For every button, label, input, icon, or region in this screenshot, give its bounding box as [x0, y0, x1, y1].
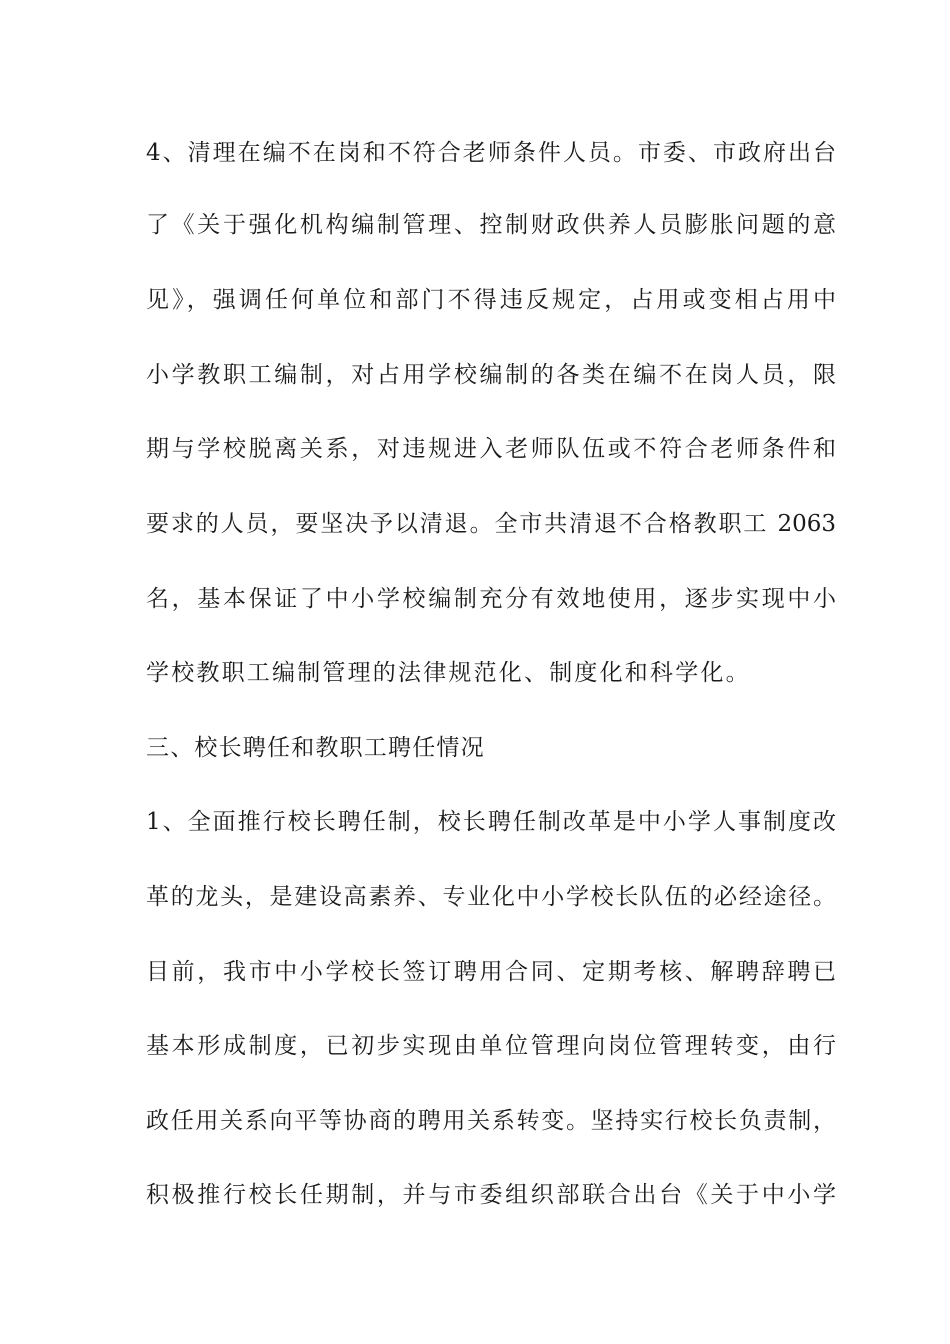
paragraph-4-line-6: 要求的人员，要坚决予以清退。全市共清退不合格教职工 2063: [146, 511, 836, 537]
paragraph-1-line-6: 积极推行校长任期制，并与市委组织部联合出台《关于中小学: [146, 1182, 836, 1208]
paragraph-1-line-4: 基本形成制度，已初步实现由单位管理向岗位管理转变，由行: [146, 1033, 836, 1059]
paragraph-1-line-2: 革的龙头，是建设高素养、专业化中小学校长队伍的必经途径。: [146, 884, 836, 910]
section-heading: 三、校长聘任和教职工聘任情况: [146, 735, 485, 761]
paragraph-4-line-2: 了《关于强化机构编制管理、控制财政供养人员膨胀问题的意: [146, 212, 836, 238]
paragraph-4-line-8: 学校教职工编制管理的法律规范化、制度化和科学化。: [146, 660, 751, 686]
paragraph-4-line-5: 期与学校脱离关系，对违规进入老师队伍或不符合老师条件和: [146, 436, 836, 462]
paragraph-4-line-7: 名，基本保证了中小学校编制充分有效地使用，逐步实现中小: [146, 586, 836, 612]
paragraph-1-line-3: 目前，我市中小学校长签订聘用合同、定期考核、解聘辞聘已: [146, 959, 836, 985]
paragraph-4-line-1: 4、清理在编不在岗和不符合老师条件人员。市委、市政府出台: [146, 140, 836, 166]
paragraph-4-line-3: 见》，强调任何单位和部门不得违反规定，占用或变相占用中: [146, 287, 836, 313]
paragraph-4-line-4: 小学教职工编制，对占用学校编制的各类在编不在岗人员，限: [146, 362, 836, 388]
paragraph-1-line-1: 1、全面推行校长聘任制，校长聘任制改革是中小学人事制度改: [146, 809, 836, 835]
paragraph-1-line-5: 政任用关系向平等协商的聘用关系转变。坚持实行校长负责制，: [146, 1108, 836, 1134]
